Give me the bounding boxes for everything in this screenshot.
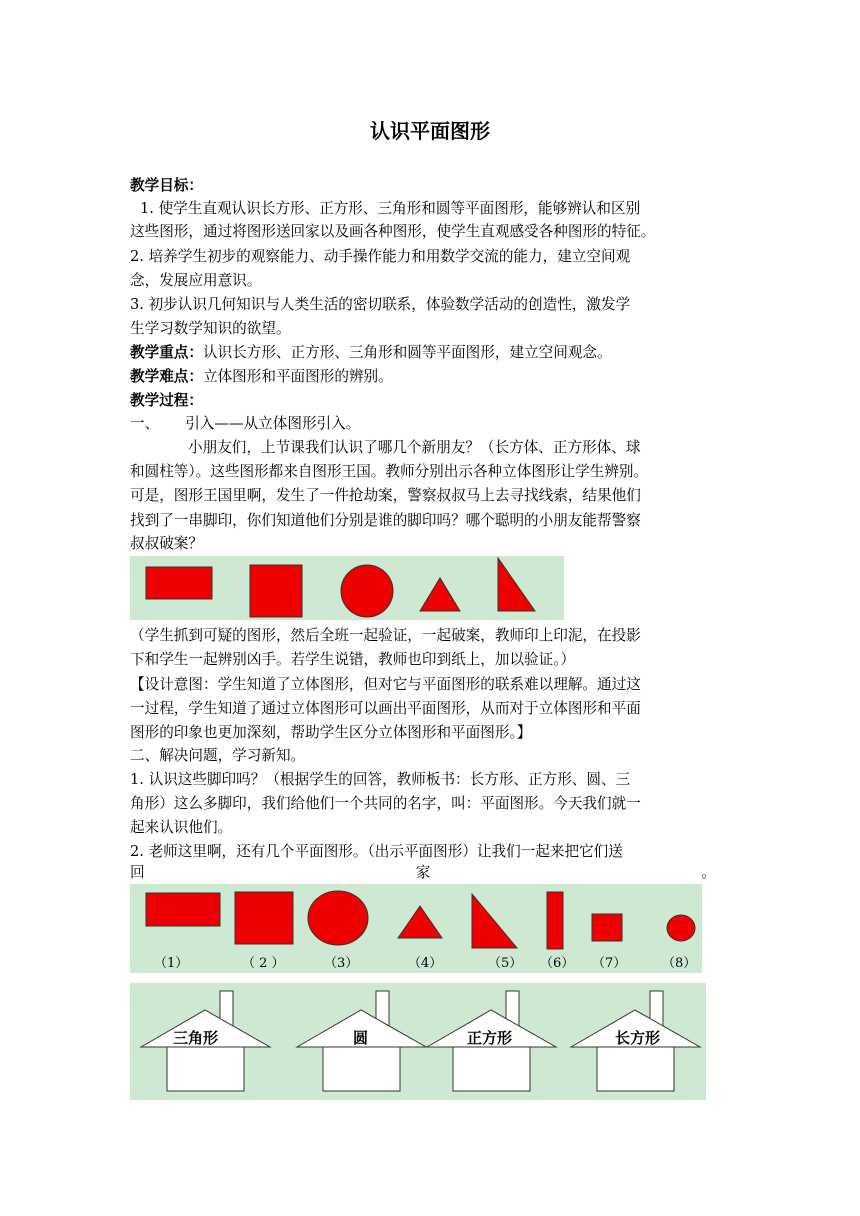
section1-title: 引入——从立体图形引入。: [185, 415, 361, 432]
shape-4-triangle: [398, 906, 442, 938]
house-label-rectangle: 长方形: [615, 1029, 661, 1047]
goal-line: 这些图形，通过将图形送回家以及画各种图形，使学生直观感受各种图形的特征。: [130, 223, 656, 240]
shape-2-square: [235, 892, 293, 944]
goal-line: 3. 初步认识几何知识与人类生活的密切联系，体验数学活动的创造性，激发学: [130, 296, 631, 313]
shape-label-8: （8）: [662, 956, 697, 971]
section1-num: 一、: [130, 415, 160, 432]
section1-para-line: 找到了一串脚印，你们知道他们分别是谁的脚印吗？哪个聪明的小朋友能帮警察: [130, 512, 641, 529]
goal-line: 生学习数学知识的欲望。: [130, 320, 291, 337]
shape-6-thin-rectangle: [547, 892, 563, 949]
design-line: 一过程，学生知道了通过立体图形可以画出平面图形，从而对于立体图形和平面: [130, 700, 641, 717]
section2-item2-line: 2. 老师这里啊，还有几个平面图形。（出示平面图形）让我们一起来把它们送: [130, 843, 623, 860]
shape-label-6: （6）: [540, 956, 575, 971]
house-label-circle: 圆: [353, 1029, 369, 1047]
key-points-label: 教学重点：: [130, 344, 203, 361]
difficult-points: [130, 366, 730, 388]
shape-label-2: （ 2 ）: [242, 956, 285, 971]
section1-note-line: （学生抓到可疑的图形，然后全班一起验证，一起破案，教师印上印泥，在投影: [130, 627, 641, 644]
process-heading: 教学过程：: [130, 392, 203, 409]
shape-8-small-circle: [667, 915, 695, 941]
triangle-shape: [420, 578, 460, 611]
section1-para-line: 小朋友们，上节课我们认识了哪几个新朋友？（长方体、正方形体、球: [188, 439, 641, 456]
goal-line: 2. 培养学生初步的观察能力、动手操作能力和用数学交流的能力，建立空间观: [130, 248, 631, 265]
shape-label-1: （1）: [154, 956, 189, 971]
footprints-panel: [130, 556, 564, 620]
difficult-points-label: 教学难点：: [130, 368, 203, 385]
goal-line: 1. 使学生直观认识长方形、正方形、三角形和圆等平面图形，能够辨认和区别: [140, 200, 641, 217]
shape-5-right-triangle: [472, 894, 517, 948]
section1-para-line: 叔叔破案？: [130, 535, 203, 552]
design-line: 【设计意图：学生知道了立体图形，但对它与平面图形的联系难以理解。通过这: [130, 676, 641, 693]
house-label-triangle: 三角形: [173, 1029, 219, 1047]
key-points: [130, 342, 730, 364]
shape-label-3: （3）: [324, 956, 359, 971]
goal-line: 念，发展应用意识。: [130, 272, 262, 289]
shape-7-small-square: [592, 914, 622, 941]
rectangle-shape: [146, 567, 212, 599]
section2-heading: 二、解决问题，学习新知。: [130, 747, 306, 764]
house-label-square: 正方形: [467, 1029, 513, 1047]
section1-para-line: 和圆柱等）。这些图形都来自图形王国。教师分别出示各种立体图形让学生辨别。: [130, 463, 649, 480]
section1-heading: [130, 413, 730, 435]
section2-item2-line2: 回 家 。: [130, 864, 716, 881]
section1-para-line: 可是，图形王国里啊，发生了一件抢劫案，警察叔叔马上去寻找线索，结果他们: [130, 487, 641, 504]
difficult-points-text: 立体图形和平面图形的辨别。: [202, 368, 393, 385]
goals-heading: 教学目标：: [130, 177, 203, 194]
footprints-shapes: [130, 556, 564, 620]
key-points-text: 认识长方形、正方形、三角形和圆等平面图形，建立空间观念。: [202, 344, 612, 361]
numbered-shapes-panel: [130, 884, 702, 973]
design-line: 图形的印象也更加深刻，帮助学生区分立体图形和平面图形。】: [130, 724, 532, 741]
section2-item1-line: 角形）这么多脚印，我们给他们一个共同的名字，叫：平面图形。今天我们就一: [130, 795, 641, 812]
shape-label-4: （4）: [408, 956, 443, 971]
section1-note-line: 下和学生一起辨别凶手。若学生说错，教师也印到纸上，加以验证。）: [130, 651, 576, 668]
shape-label-5: （5）: [488, 956, 523, 971]
houses-panel: [130, 983, 706, 1100]
circle-shape: [341, 565, 393, 617]
shape-3-circle: [308, 891, 368, 945]
right-triangle-shape: [498, 558, 535, 611]
shape-1-rectangle: [146, 893, 220, 926]
square-shape: [250, 565, 302, 617]
section2-item1-line: 起来认识他们。: [130, 819, 233, 836]
page-title: 认识平面图形: [370, 119, 490, 143]
section2-item1-line: 1. 认识这些脚印吗？（根据学生的回答，教师板书：长方形、正方形、圆、三: [130, 771, 631, 788]
shape-label-7: （7）: [592, 956, 627, 971]
